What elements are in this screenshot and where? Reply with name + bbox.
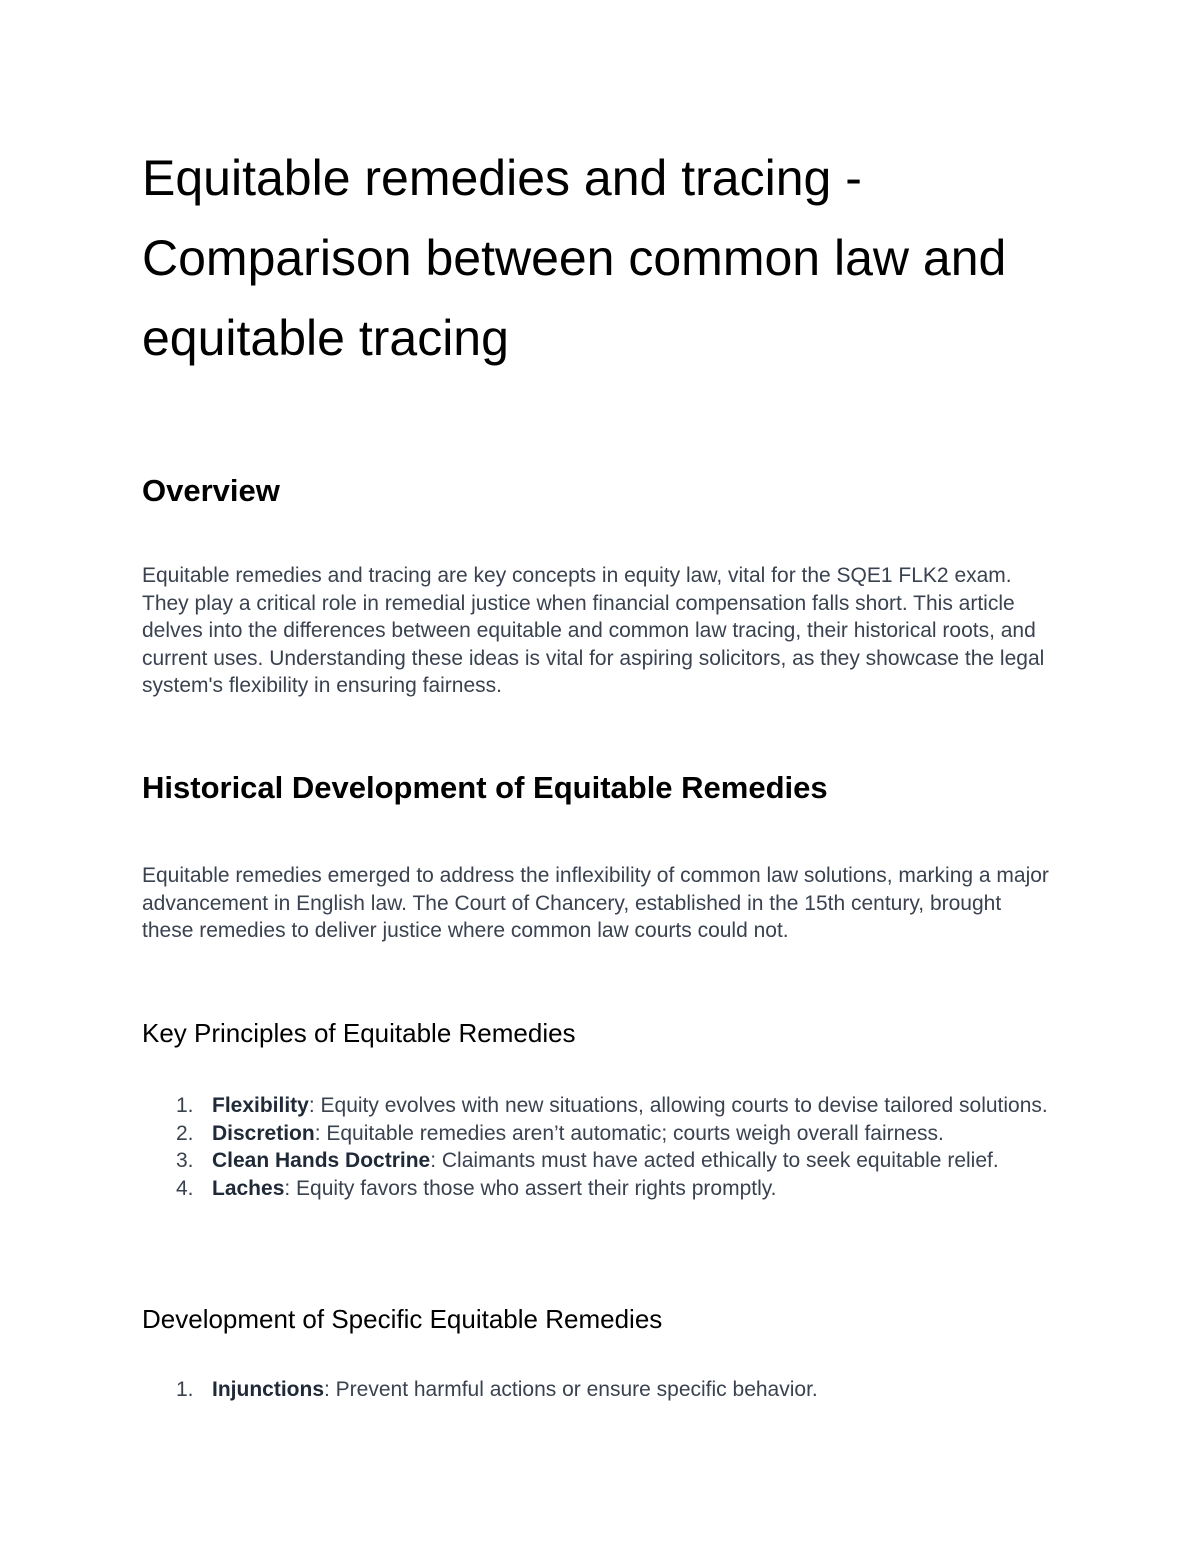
list-text: : Equity favors those who assert their rights promptly. <box>284 1176 777 1200</box>
historical-heading: Historical Development of Equitable Remedies <box>142 770 828 805</box>
list-term: Clean Hands Doctrine <box>212 1149 431 1172</box>
list-number: 1. <box>176 1378 194 1401</box>
list-item <box>176 1147 1062 1175</box>
list-number: 2. <box>176 1121 194 1145</box>
list-text: : Equitable remedies aren’t automatic; courts weigh overall fairness. <box>314 1121 944 1145</box>
key-principles-heading: Key Principles of Equitable Remedies <box>142 1018 576 1048</box>
list-text: : Equity evolves with new situations, allowing courts to devise tailored solutions. <box>308 1094 1048 1117</box>
list-item <box>176 1092 1062 1120</box>
list-text: : Claimants must have acted ethically to seek equitable relief. <box>430 1149 999 1172</box>
title-line-3: equitable tracing <box>142 310 509 366</box>
list-number: 1. <box>176 1094 194 1117</box>
list-term: Injunctions <box>212 1378 324 1401</box>
document-title <box>142 138 1062 378</box>
overview-heading: Overview <box>142 473 280 508</box>
list-item <box>176 1376 1062 1404</box>
list-item <box>176 1120 1062 1148</box>
specific-remedies-list <box>142 1376 1062 1404</box>
list-term: Discretion <box>212 1121 315 1145</box>
title-line-2: Comparison between common law and <box>142 230 1007 286</box>
list-term: Flexibility <box>212 1094 309 1117</box>
title-line-1: Equitable remedies and tracing - <box>142 150 862 206</box>
list-number: 3. <box>176 1149 194 1172</box>
list-text: : Prevent harmful actions or ensure specific behavior. <box>324 1378 818 1401</box>
list-number: 4. <box>176 1176 194 1200</box>
document-page <box>142 138 1062 1401</box>
key-principles-list <box>142 1092 1062 1202</box>
historical-paragraph: Equitable remedies emerged to address the inflexibility of common law solutions, marking a major advancement in English law. The Court of Chancery, established in the 15th century, brought these remedies to deliver justice where common law courts could not. <box>142 864 1049 942</box>
specific-remedies-heading: Development of Specific Equitable Remedies <box>142 1304 663 1334</box>
overview-paragraph: Equitable remedies and tracing are key concepts in equity law, vital for the SQE1 FLK2 exam. They play a critical role in remedial justice when financial compensation falls short. This article delves into the differences between equitable and common law tracing, their historical roots, and current uses. Understanding these ideas is vital for aspiring solicitors, as they showcase the legal system's flexibility in ensuring fairness. <box>142 564 1045 697</box>
list-term: Laches <box>212 1176 285 1200</box>
list-item <box>176 1175 1062 1203</box>
